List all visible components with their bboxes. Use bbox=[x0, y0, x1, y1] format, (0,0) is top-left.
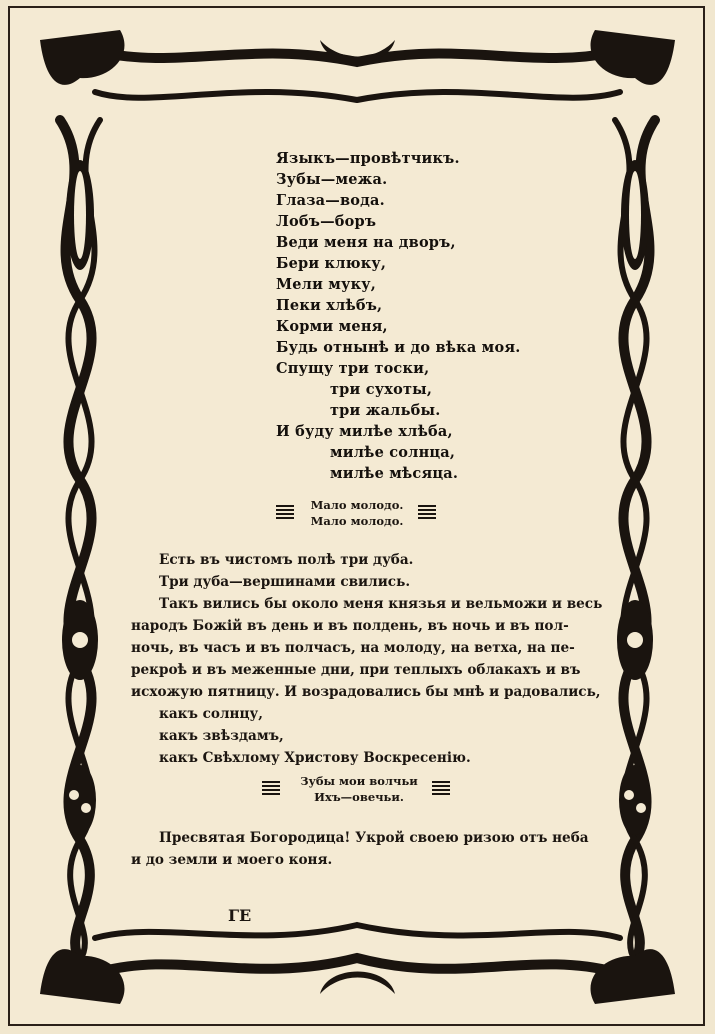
verse-block bbox=[276, 148, 521, 484]
verse-line: Спущу три тоски, bbox=[276, 360, 430, 377]
dash-ornament-right-2 bbox=[432, 781, 450, 797]
verse-line: Лобъ—боръ bbox=[276, 213, 377, 230]
verse-line: Зубы—межа. bbox=[276, 171, 388, 188]
saying-1-line-1: Мало молодо. bbox=[310, 498, 404, 512]
verse-line: Веди меня на дворъ, bbox=[276, 234, 456, 251]
dash-ornament-right bbox=[418, 505, 436, 521]
prayer-block bbox=[131, 827, 587, 871]
verse-line: Бери клюку, bbox=[276, 255, 387, 272]
prose-block bbox=[131, 549, 603, 769]
verse-line: милѣе солнца, bbox=[330, 444, 456, 461]
verse-line: Языкъ—провѣтчикъ. bbox=[276, 150, 460, 167]
saying-2-line-2: Ихъ—овечьи. bbox=[314, 790, 404, 804]
prose-line: Три дуба—вершинами свились. bbox=[159, 574, 411, 590]
verse-line: Корми меня, bbox=[276, 318, 388, 335]
artist-monogram: ГЕ bbox=[228, 906, 252, 925]
prose-line: Такъ вились бы около меня князья и вельможи и весь bbox=[159, 596, 603, 612]
prose-line: какъ Свѣхлому Христову Воскресенію. bbox=[159, 750, 471, 766]
verse-line: Пеки хлѣбъ, bbox=[276, 297, 383, 314]
verse-line: Будь отнынѣ и до вѣка моя. bbox=[276, 339, 521, 356]
dash-ornament-left-2 bbox=[262, 781, 280, 797]
verse-line: И буду милѣе хлѣба, bbox=[276, 423, 453, 440]
prose-line: какъ звѣздамъ, bbox=[159, 728, 284, 744]
dash-ornament-left bbox=[276, 505, 294, 521]
saying-2 bbox=[293, 773, 425, 805]
prose-line: народъ Божій въ день и въ полдень, въ ночь и въ пол- bbox=[131, 618, 569, 634]
prose-line: исхожую пятницу. И возрадовались бы мнѣ и радовались, bbox=[131, 684, 601, 700]
prose-line: рекроѣ и въ меженные дни, при теплыхъ облакахъ и въ bbox=[131, 662, 581, 678]
verse-line: Глаза—вода. bbox=[276, 192, 385, 209]
verse-line: Мели муку, bbox=[276, 276, 376, 293]
verse-line: три сухоты, bbox=[330, 381, 433, 398]
prayer-line-2: и до земли и моего коня. bbox=[131, 852, 333, 868]
prose-line: ночь, въ часъ и въ полчасъ, на молоду, на ветха, на пе- bbox=[131, 640, 575, 656]
saying-2-line-1: Зубы мои волчьи bbox=[300, 774, 418, 788]
prose-line: Есть въ чистомъ полѣ три дуба. bbox=[159, 552, 414, 568]
verse-line: три жальбы. bbox=[330, 402, 441, 419]
prayer-line-1: Пресвятая Богородица! Укрой своею ризою отъ неба bbox=[159, 830, 589, 846]
saying-1-line-2: Мало молодо. bbox=[310, 514, 404, 528]
verse-line: милѣе мѣсяца. bbox=[330, 465, 459, 482]
prose-line: какъ солнцу, bbox=[159, 706, 263, 722]
saying-1 bbox=[303, 497, 411, 529]
